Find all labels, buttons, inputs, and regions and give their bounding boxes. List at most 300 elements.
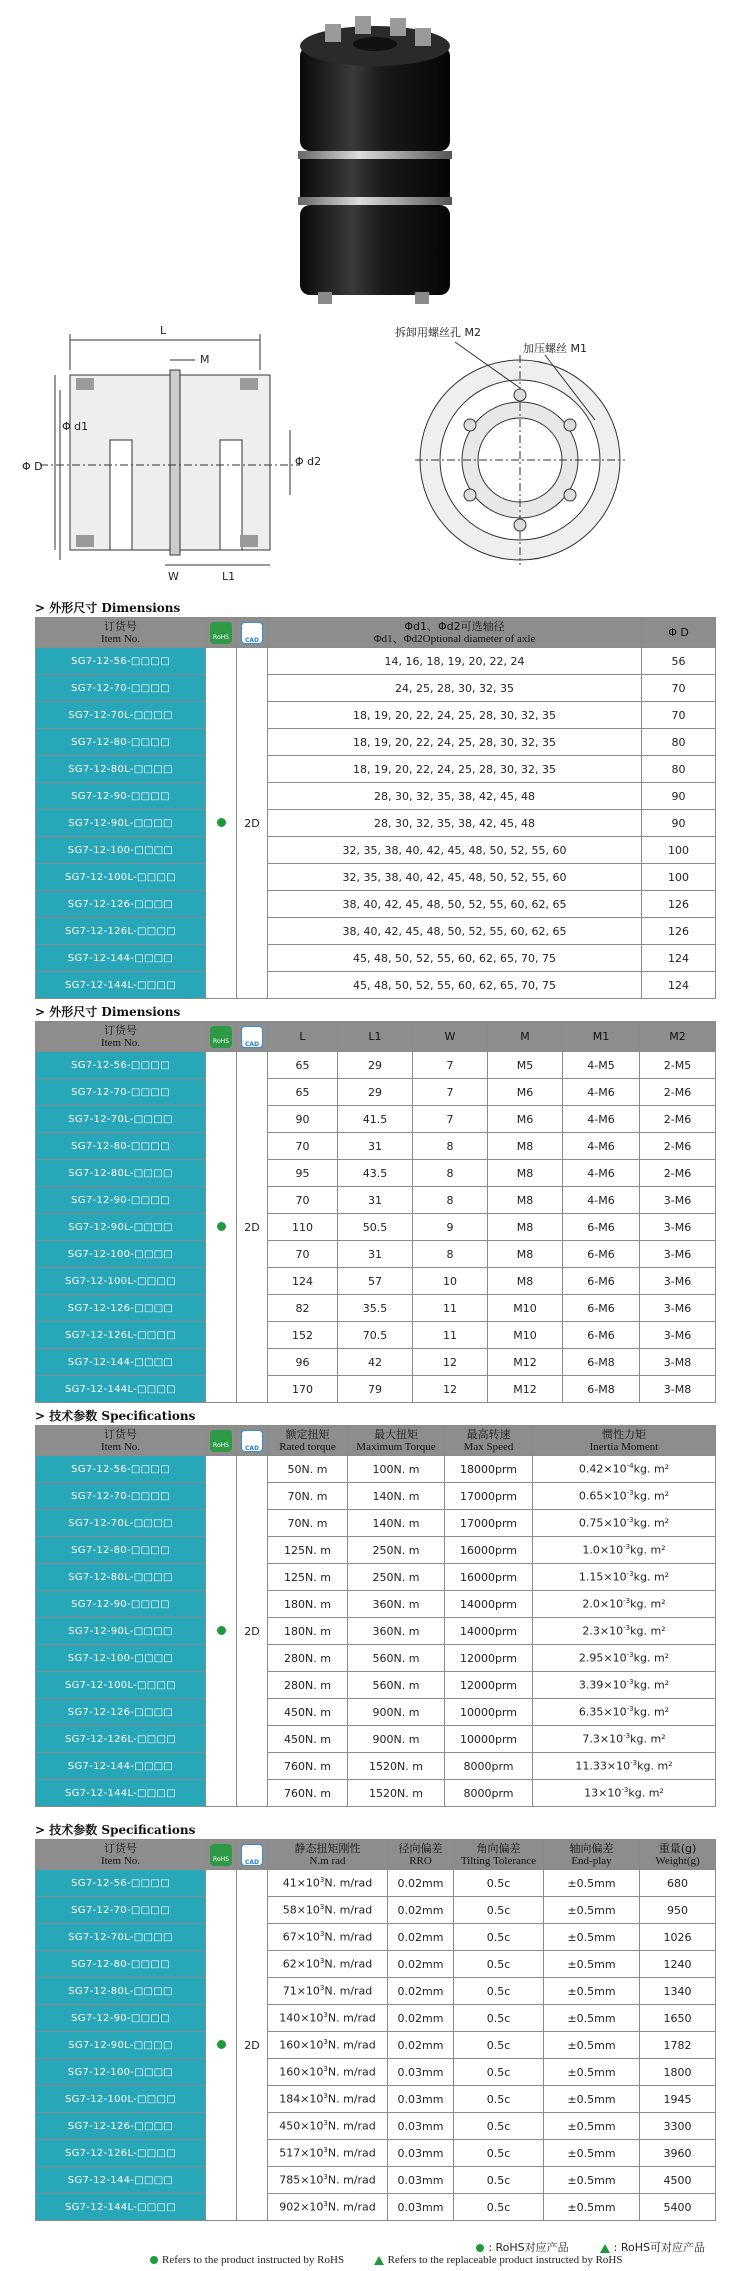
label-L1: L1 (222, 570, 236, 583)
tilt-cell: 0.5c (454, 2005, 544, 2032)
table-row (36, 2086, 716, 2113)
item-no-cell: SG7-12-70L-□□□□ (36, 1924, 206, 1951)
table-row (36, 1564, 716, 1591)
item-no-cell: SG7-12-144L-□□□□ (36, 2194, 206, 2221)
item-no-cell: SG7-12-56-□□□□ (36, 1870, 206, 1897)
item-no-cell: SG7-12-56-□□□□ (36, 1052, 206, 1079)
dimension-cell: 2-M6 (640, 1160, 716, 1187)
end-play-cell: ±0.5mm (544, 2086, 640, 2113)
item-no-cell: SG7-12-100-□□□□ (36, 1241, 206, 1268)
dimension-cell: 3-M6 (640, 1295, 716, 1322)
inertia-cell: $0.42\times 10^{-4}kg$. m² (533, 1456, 716, 1483)
max-speed-cell: 17000prm (445, 1510, 533, 1537)
dimension-cell: 70 (268, 1241, 338, 1268)
end-play-cell: ±0.5mm (544, 2140, 640, 2167)
item-no-cell: SG7-12-80L-□□□□ (36, 1160, 206, 1187)
dimension-cell: 70 (268, 1187, 338, 1214)
tilt-cell: 0.5c (454, 2113, 544, 2140)
dimension-cell: 10 (413, 1268, 488, 1295)
item-no-cell: SG7-12-126-□□□□ (36, 2113, 206, 2140)
header-cad (237, 1840, 268, 1870)
item-no-cell: SG7-12-70L-□□□□ (36, 702, 206, 729)
max-speed-cell: 17000prm (445, 1483, 533, 1510)
rro-cell: 0.02mm (388, 1951, 454, 1978)
dimension-cell: M10 (488, 1295, 563, 1322)
header-cad (237, 618, 268, 648)
dimension-cell: M8 (488, 1187, 563, 1214)
table-row (36, 2059, 716, 2086)
table-row (36, 1753, 716, 1780)
outer-diameter-cell: 90 (642, 810, 716, 837)
dimension-cell: 3-M8 (640, 1376, 716, 1403)
dimension-cell: 6-M6 (563, 1295, 640, 1322)
item-no-cell: SG7-12-80L-□□□□ (36, 1978, 206, 2005)
dimension-cell: M8 (488, 1241, 563, 1268)
label-phi-D: Φ D (22, 460, 43, 473)
rro-cell: 0.03mm (388, 2140, 454, 2167)
dimension-cell: 3-M6 (640, 1268, 716, 1295)
dimension-cell: 29 (338, 1079, 413, 1106)
weight-cell: 950 (640, 1897, 716, 1924)
green-dot-icon (150, 2256, 158, 2264)
dimension-cell: 57 (338, 1268, 413, 1295)
specifications-section-2 (35, 1822, 715, 2221)
tilt-cell: 0.5c (454, 2059, 544, 2086)
rated-torque-cell: 180N. m (268, 1618, 348, 1645)
table-row (36, 1079, 716, 1106)
table-row (36, 1591, 716, 1618)
weight-cell: 5400 (640, 2194, 716, 2221)
inertia-cell: $2.3\times 10^{-3}kg$. m² (533, 1618, 716, 1645)
end-play-cell: ±0.5mm (544, 2032, 640, 2059)
item-no-cell: SG7-12-144-□□□□ (36, 2167, 206, 2194)
item-no-cell: SG7-12-126L-□□□□ (36, 1726, 206, 1753)
dimension-cell: 90 (268, 1106, 338, 1133)
rro-cell: 0.03mm (388, 2086, 454, 2113)
section-title: > 技术参数 Specifications (35, 1823, 196, 1837)
dimension-cell: 82 (268, 1295, 338, 1322)
axle-diameter-cell: 32, 35, 38, 40, 42, 45, 48, 50, 52, 55, 60 (268, 864, 642, 891)
dimension-cell: 9 (413, 1214, 488, 1241)
tilt-cell: 0.5c (454, 2167, 544, 2194)
inertia-cell: $1.15\times 10^{-3}kg$. m² (533, 1564, 716, 1591)
dimension-cell: M8 (488, 1133, 563, 1160)
inertia-cell: $0.75\times 10^{-3}kg$. m² (533, 1510, 716, 1537)
item-no-cell: SG7-12-80L-□□□□ (36, 1564, 206, 1591)
max-torque-cell: 360N. m (348, 1618, 445, 1645)
max-torque-cell: 140N. m (348, 1510, 445, 1537)
rro-cell: 0.03mm (388, 2113, 454, 2140)
table-row (36, 1726, 716, 1753)
dimension-cell: 6-M6 (563, 1268, 640, 1295)
stiffness-cell: $160\times 10^3N$. m/rad (268, 2032, 388, 2059)
rated-torque-cell: 760N. m (268, 1753, 348, 1780)
header-cad (237, 1426, 268, 1456)
item-no-cell: SG7-12-90-□□□□ (36, 1591, 206, 1618)
table-row (36, 1349, 716, 1376)
dimension-cell: 2-M6 (640, 1106, 716, 1133)
rohs-cell (206, 1456, 237, 1807)
weight-cell: 1945 (640, 2086, 716, 2113)
stiffness-cell: $902\times 10^3N$. m/rad (268, 2194, 388, 2221)
item-no-cell: SG7-12-70-□□□□ (36, 1897, 206, 1924)
weight-cell: 1650 (640, 2005, 716, 2032)
dimension-cell: M8 (488, 1214, 563, 1241)
axle-diameter-cell: 14, 16, 18, 19, 20, 22, 24 (268, 648, 642, 675)
section-title: > 外形尺寸 Dimensions (35, 1005, 181, 1019)
stiffness-cell: $71\times 10^3N$. m/rad (268, 1978, 388, 2005)
weight-cell: 1240 (640, 1951, 716, 1978)
item-no-cell: SG7-12-100L-□□□□ (36, 1672, 206, 1699)
end-play-cell: ±0.5mm (544, 2194, 640, 2221)
table-row (36, 1241, 716, 1268)
max-torque-cell: 100N. m (348, 1456, 445, 1483)
table-row (36, 1052, 716, 1079)
header-max-torque: 最大扭矩 Maximum Torque (348, 1426, 445, 1456)
max-speed-cell: 10000prm (445, 1726, 533, 1753)
table-row (36, 1510, 716, 1537)
dimensions-section-2 (35, 1004, 715, 1403)
table-row (36, 783, 716, 810)
axle-diameter-cell: 18, 19, 20, 22, 24, 25, 28, 30, 32, 35 (268, 702, 642, 729)
max-torque-cell: 250N. m (348, 1564, 445, 1591)
rro-cell: 0.03mm (388, 2059, 454, 2086)
dimension-cell: 12 (413, 1349, 488, 1376)
table-row (36, 702, 716, 729)
header-axle: Φd1、Φd2可选轴径 Φd1、Φd2Optional diameter of axle (268, 618, 642, 648)
dimension-cell: 50.5 (338, 1214, 413, 1241)
axle-diameter-cell: 24, 25, 28, 30, 32, 35 (268, 675, 642, 702)
table-row (36, 756, 716, 783)
dimension-cell: 3-M6 (640, 1322, 716, 1349)
rohs-legend (35, 2237, 715, 2269)
rohs-badge-icon: RoHS (210, 622, 232, 644)
item-no-cell: SG7-12-144L-□□□□ (36, 972, 206, 999)
table-row (36, 891, 716, 918)
dimension-cell: 79 (338, 1376, 413, 1403)
rohs-badge-icon: RoHS (210, 1844, 232, 1866)
table-row (36, 1160, 716, 1187)
dimension-cell: 8 (413, 1160, 488, 1187)
rated-torque-cell: 70N. m (268, 1510, 348, 1537)
header-item-no: 订货号 Item No. (36, 1426, 206, 1456)
label-M: M (200, 353, 210, 366)
item-no-cell: SG7-12-90-□□□□ (36, 783, 206, 810)
weight-cell: 1340 (640, 1978, 716, 2005)
header-rohs (206, 1426, 237, 1456)
table-row (36, 810, 716, 837)
table-row (36, 675, 716, 702)
dimension-cell: 8 (413, 1187, 488, 1214)
end-play-cell: ±0.5mm (544, 2005, 640, 2032)
rro-cell: 0.02mm (388, 1870, 454, 1897)
table-row (36, 1924, 716, 1951)
item-no-cell: SG7-12-80-□□□□ (36, 729, 206, 756)
green-dot-icon (217, 2040, 226, 2049)
outer-diameter-cell: 90 (642, 783, 716, 810)
table-row (36, 864, 716, 891)
end-play-cell: ±0.5mm (544, 2167, 640, 2194)
dimension-cell: 4-M5 (563, 1052, 640, 1079)
dimension-cell: 2-M6 (640, 1079, 716, 1106)
end-play-cell: ±0.5mm (544, 2113, 640, 2140)
axle-diameter-cell: 38, 40, 42, 45, 48, 50, 52, 55, 60, 62, 65 (268, 891, 642, 918)
stiffness-cell: $140\times 10^3N$. m/rad (268, 2005, 388, 2032)
header-M1: M1 (563, 1022, 640, 1052)
dimension-cell: 4-M6 (563, 1079, 640, 1106)
header-item-no: 订货号 Item No. (36, 1840, 206, 1870)
table-row (36, 1699, 716, 1726)
table-row (36, 729, 716, 756)
item-no-cell: SG7-12-70L-□□□□ (36, 1510, 206, 1537)
label-removal-screw: 拆卸用螺丝孔 M2 (395, 326, 481, 339)
item-no-cell: SG7-12-70-□□□□ (36, 675, 206, 702)
table-row (36, 1214, 716, 1241)
axle-diameter-cell: 45, 48, 50, 52, 55, 60, 62, 65, 70, 75 (268, 945, 642, 972)
stiffness-cell: $517\times 10^3N$. m/rad (268, 2140, 388, 2167)
rated-torque-cell: 70N. m (268, 1483, 348, 1510)
max-speed-cell: 14000prm (445, 1618, 533, 1645)
dimension-cell: M12 (488, 1349, 563, 1376)
item-no-cell: SG7-12-126L-□□□□ (36, 1322, 206, 1349)
axle-diameter-cell: 32, 35, 38, 40, 42, 45, 48, 50, 52, 55, 60 (268, 837, 642, 864)
table-row (36, 1951, 716, 1978)
table-row (36, 648, 716, 675)
max-speed-cell: 16000prm (445, 1537, 533, 1564)
table-row (36, 1376, 716, 1403)
item-no-cell: SG7-12-90L-□□□□ (36, 810, 206, 837)
header-stiffness: 静态扭矩刚性 N.m rad (268, 1840, 388, 1870)
table-row (36, 972, 716, 999)
table-row (36, 1268, 716, 1295)
inertia-cell: $3.39\times 10^{-3}kg$. m² (533, 1672, 716, 1699)
inertia-cell: $1.0\times 10^{-3}kg$. m² (533, 1537, 716, 1564)
header-tilt: 角向偏差 Tilting Tolerance (454, 1840, 544, 1870)
dimension-cell: 35.5 (338, 1295, 413, 1322)
item-no-cell: SG7-12-126L-□□□□ (36, 918, 206, 945)
axle-diameter-cell: 45, 48, 50, 52, 55, 60, 62, 65, 70, 75 (268, 972, 642, 999)
cad-badge-icon: CAD (241, 1026, 263, 1048)
max-torque-cell: 900N. m (348, 1699, 445, 1726)
header-L: L (268, 1022, 338, 1052)
dimension-cell: 6-M6 (563, 1322, 640, 1349)
table-row (36, 2194, 716, 2221)
legend-en: Refers to the product instructed by RoHS Refers to the replaceable product instructed by RoHS (150, 2254, 623, 2266)
rohs-cell (206, 1870, 237, 2221)
rated-torque-cell: 450N. m (268, 1699, 348, 1726)
dimension-cell: 31 (338, 1241, 413, 1268)
coupling-photo (270, 6, 480, 306)
rohs-badge-icon: RoHS (210, 1026, 232, 1048)
header-item-no: 订货号 Item No. (36, 618, 206, 648)
outer-diameter-cell: 126 (642, 891, 716, 918)
dimensions-table-1 (35, 617, 716, 999)
dimension-cell: 124 (268, 1268, 338, 1295)
tilt-cell: 0.5c (454, 2140, 544, 2167)
rated-torque-cell: 180N. m (268, 1591, 348, 1618)
cad-badge-icon: CAD (241, 622, 263, 644)
rated-torque-cell: 50N. m (268, 1456, 348, 1483)
tilt-cell: 0.5c (454, 1978, 544, 2005)
rro-cell: 0.02mm (388, 1978, 454, 2005)
item-no-cell: SG7-12-126L-□□□□ (36, 2140, 206, 2167)
dimension-cell: 6-M8 (563, 1376, 640, 1403)
green-triangle-icon (600, 2244, 610, 2253)
max-speed-cell: 18000prm (445, 1456, 533, 1483)
table-row (36, 945, 716, 972)
outer-diameter-cell: 126 (642, 918, 716, 945)
item-no-cell: SG7-12-90L-□□□□ (36, 1214, 206, 1241)
dimension-cell: 8 (413, 1241, 488, 1268)
outer-diameter-cell: 80 (642, 729, 716, 756)
tilt-cell: 0.5c (454, 1951, 544, 1978)
item-no-cell: SG7-12-56-□□□□ (36, 648, 206, 675)
inertia-cell: $2.95\times 10^{-3}kg$. m² (533, 1645, 716, 1672)
stiffness-cell: $184\times 10^3N$. m/rad (268, 2086, 388, 2113)
cad-badge-icon: CAD (241, 1844, 263, 1866)
specifications-section-1 (35, 1408, 715, 1807)
dimension-cell: 12 (413, 1376, 488, 1403)
rro-cell: 0.03mm (388, 2194, 454, 2221)
dimension-cell: 42 (338, 1349, 413, 1376)
header-L1: L1 (338, 1022, 413, 1052)
table-row (36, 1187, 716, 1214)
max-speed-cell: 16000prm (445, 1564, 533, 1591)
item-no-cell: SG7-12-144-□□□□ (36, 945, 206, 972)
item-no-cell: SG7-12-100-□□□□ (36, 2059, 206, 2086)
cad-cell: 2D (237, 1870, 268, 2221)
axle-diameter-cell: 38, 40, 42, 45, 48, 50, 52, 55, 60, 62, 65 (268, 918, 642, 945)
label-L: L (160, 324, 167, 337)
rro-cell: 0.03mm (388, 2167, 454, 2194)
green-dot-icon (476, 2244, 484, 2252)
dimension-cell: M6 (488, 1079, 563, 1106)
weight-cell: 3300 (640, 2113, 716, 2140)
outer-diameter-cell: 70 (642, 702, 716, 729)
item-no-cell: SG7-12-90L-□□□□ (36, 2032, 206, 2059)
header-cad (237, 1022, 268, 1052)
green-dot-icon (217, 1626, 226, 1635)
table-row (36, 1618, 716, 1645)
dimension-cell: 4-M6 (563, 1133, 640, 1160)
max-speed-cell: 12000prm (445, 1645, 533, 1672)
item-no-cell: SG7-12-144L-□□□□ (36, 1376, 206, 1403)
dimension-cell: 110 (268, 1214, 338, 1241)
end-play-cell: ±0.5mm (544, 1924, 640, 1951)
rated-torque-cell: 760N. m (268, 1780, 348, 1807)
table-row (36, 1483, 716, 1510)
max-speed-cell: 8000prm (445, 1780, 533, 1807)
dimension-cell: 43.5 (338, 1160, 413, 1187)
table-row (36, 1780, 716, 1807)
specifications-table-1 (35, 1425, 716, 1807)
table-row (36, 1133, 716, 1160)
header-rohs (206, 1022, 237, 1052)
stiffness-cell: $58\times 10^3N$. m/rad (268, 1897, 388, 1924)
max-torque-cell: 1520N. m (348, 1753, 445, 1780)
tilt-cell: 0.5c (454, 1924, 544, 1951)
green-dot-icon (217, 1222, 226, 1231)
max-speed-cell: 8000prm (445, 1753, 533, 1780)
max-speed-cell: 14000prm (445, 1591, 533, 1618)
table-row (36, 1456, 716, 1483)
table-row (36, 918, 716, 945)
stiffness-cell: $41\times 10^3N$. m/rad (268, 1870, 388, 1897)
dimension-cell: M10 (488, 1322, 563, 1349)
rohs-badge-icon: RoHS (210, 1430, 232, 1452)
table-row (36, 2167, 716, 2194)
dimension-cell: 31 (338, 1133, 413, 1160)
table-row (36, 2032, 716, 2059)
rro-cell: 0.02mm (388, 1924, 454, 1951)
dimension-cell: 41.5 (338, 1106, 413, 1133)
outer-diameter-cell: 70 (642, 675, 716, 702)
tilt-cell: 0.5c (454, 1870, 544, 1897)
dimension-cell: 4-M6 (563, 1187, 640, 1214)
green-dot-icon (217, 818, 226, 827)
front-view-drawing (395, 320, 655, 570)
end-play-cell: ±0.5mm (544, 1951, 640, 1978)
axle-diameter-cell: 28, 30, 32, 35, 38, 42, 45, 48 (268, 810, 642, 837)
dimension-cell: 65 (268, 1079, 338, 1106)
item-no-cell: SG7-12-100-□□□□ (36, 837, 206, 864)
item-no-cell: SG7-12-90-□□□□ (36, 2005, 206, 2032)
table-row (36, 2113, 716, 2140)
header-weight: 重量(g) Weight(g) (640, 1840, 716, 1870)
max-torque-cell: 1520N. m (348, 1780, 445, 1807)
table-row (36, 1870, 716, 1897)
axle-diameter-cell: 18, 19, 20, 22, 24, 25, 28, 30, 32, 35 (268, 756, 642, 783)
table-row (36, 1978, 716, 2005)
rated-torque-cell: 450N. m (268, 1726, 348, 1753)
axle-diameter-cell: 28, 30, 32, 35, 38, 42, 45, 48 (268, 783, 642, 810)
dimension-cell: 6-M6 (563, 1214, 640, 1241)
dimension-cell: 2-M5 (640, 1052, 716, 1079)
section-title: > 技术参数 Specifications (35, 1409, 196, 1423)
dimensions-section-1 (35, 600, 715, 999)
header-max-speed: 最高转速 Max Speed (445, 1426, 533, 1456)
tilt-cell: 0.5c (454, 2032, 544, 2059)
dimension-cell: 29 (338, 1052, 413, 1079)
header-rohs (206, 618, 237, 648)
dimension-cell: 7 (413, 1106, 488, 1133)
dimension-cell: 2-M6 (640, 1133, 716, 1160)
dimension-cell: 4-M6 (563, 1160, 640, 1187)
tilt-cell: 0.5c (454, 1897, 544, 1924)
table-row (36, 1672, 716, 1699)
dimension-cell: M12 (488, 1376, 563, 1403)
item-no-cell: SG7-12-100-□□□□ (36, 1645, 206, 1672)
table-row (36, 1322, 716, 1349)
item-no-cell: SG7-12-80-□□□□ (36, 1537, 206, 1564)
header-rohs (206, 1840, 237, 1870)
dimension-cell: 70 (268, 1133, 338, 1160)
dimension-cell: M8 (488, 1268, 563, 1295)
section-title: > 外形尺寸 Dimensions (35, 601, 181, 615)
dimension-cell: 6-M6 (563, 1241, 640, 1268)
dimension-cell: 96 (268, 1349, 338, 1376)
max-torque-cell: 560N. m (348, 1672, 445, 1699)
header-inertia: 惯性力矩 Inertia Moment (533, 1426, 716, 1456)
max-torque-cell: 140N. m (348, 1483, 445, 1510)
rro-cell: 0.02mm (388, 1897, 454, 1924)
dimension-cell: 6-M8 (563, 1349, 640, 1376)
item-no-cell: SG7-12-80-□□□□ (36, 1951, 206, 1978)
outer-diameter-cell: 124 (642, 945, 716, 972)
inertia-cell: $13\times 10^{-3}kg$. m² (533, 1780, 716, 1807)
inertia-cell: $0.65\times 10^{-3}kg$. m² (533, 1483, 716, 1510)
dimension-cell: M8 (488, 1160, 563, 1187)
